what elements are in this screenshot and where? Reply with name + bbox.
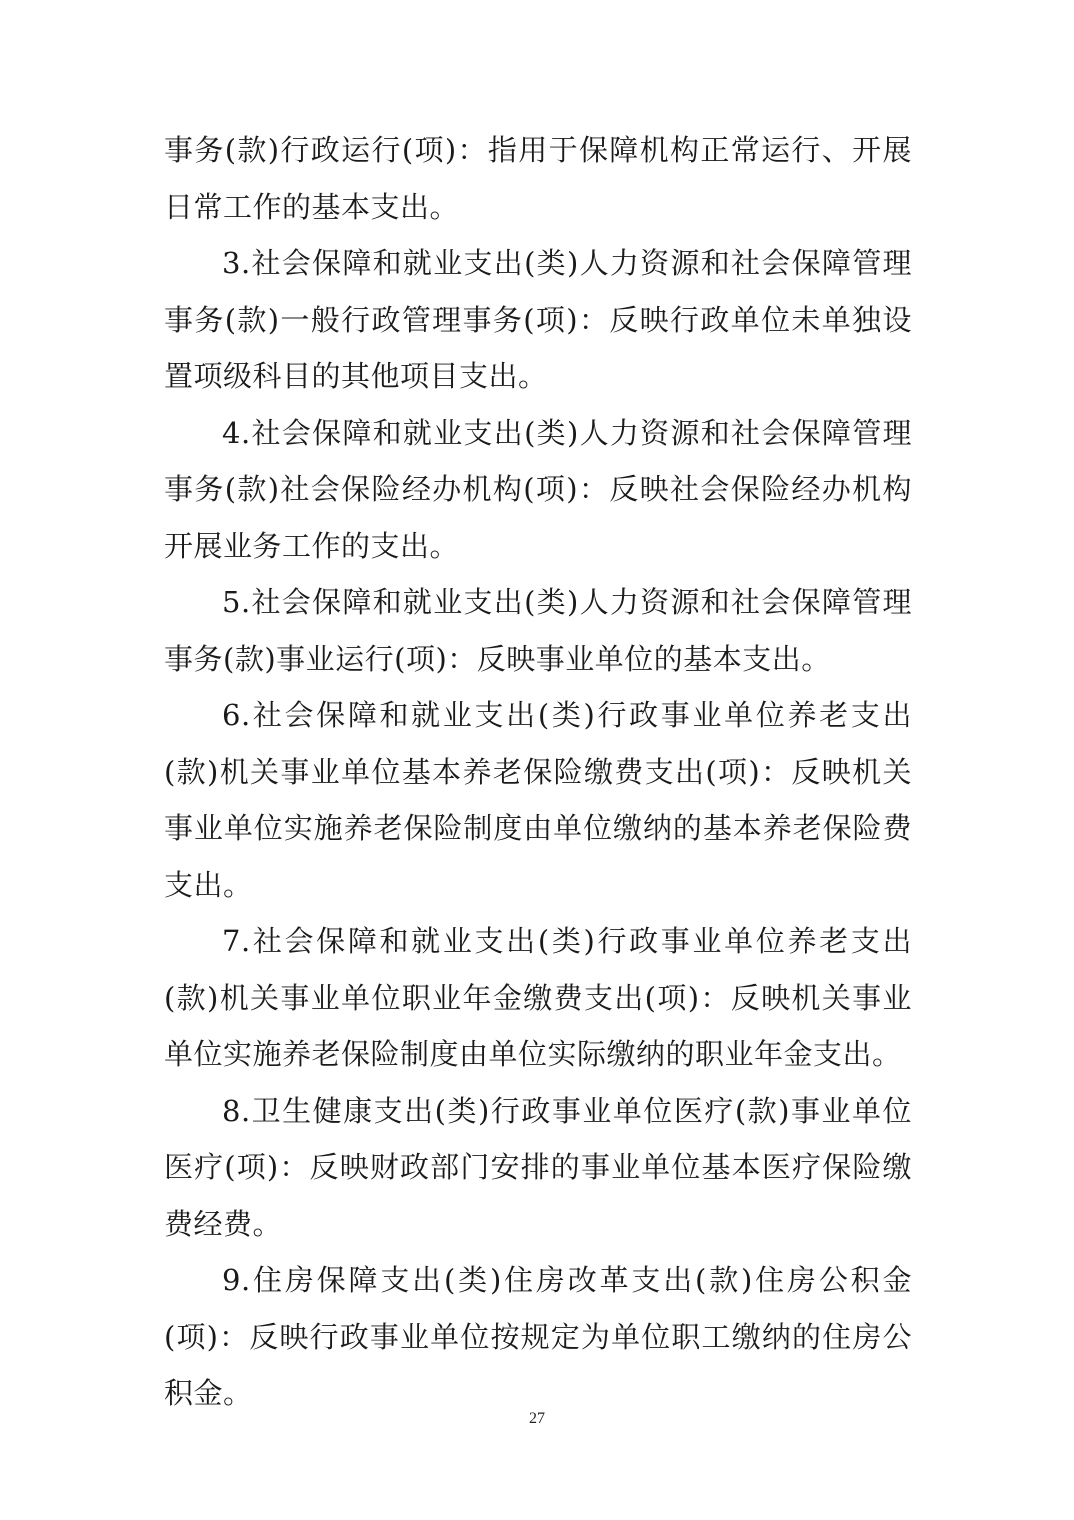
paragraph-item-8: 8.卫生健康支出(类)行政事业单位医疗(款)事业单位医疗(项)：反映财政部门安排的事业单位基本医疗保险缴费经费。 <box>164 1093 912 1241</box>
paragraph-item-9: 9.住房保障支出(类)住房改革支出(款)住房公积金(项)：反映行政事业单位按规定为单位职工缴纳的住房公积金。 <box>164 1263 912 1410</box>
document-body <box>164 122 912 1422</box>
page-number: 27 <box>529 1410 545 1427</box>
paragraph-item-6: 6.社会保障和就业支出(类)行政事业单位养老支出(款)机关事业单位基本养老保险缴费支出(项)：反映机关事业单位实施养老保险制度由单位缴纳的基本养老保险费支出。 <box>164 698 912 902</box>
paragraph-continued: 事务(款)行政运行(项)：指用于保障机构正常运行、开展日常工作的基本支出。 <box>164 133 912 224</box>
paragraph-item-5: 5.社会保障和就业支出(类)人力资源和社会保障管理事务(款)事业运行(项)：反映事业单位的基本支出。 <box>164 585 912 676</box>
paragraph-item-4: 4.社会保障和就业支出(类)人力资源和社会保障管理事务(款)社会保险经办机构(项)：反映社会保险经办机构开展业务工作的支出。 <box>164 415 912 563</box>
paragraph-item-7: 7.社会保障和就业支出(类)行政事业单位养老支出(款)机关事业单位职业年金缴费支出(项)：反映机关事业单位实施养老保险制度由单位实际缴纳的职业年金支出。 <box>164 924 912 1071</box>
paragraph-item-3: 3.社会保障和就业支出(类)人力资源和社会保障管理事务(款)一般行政管理事务(项)：反映行政单位未单独设置项级科目的其他项目支出。 <box>164 246 912 393</box>
